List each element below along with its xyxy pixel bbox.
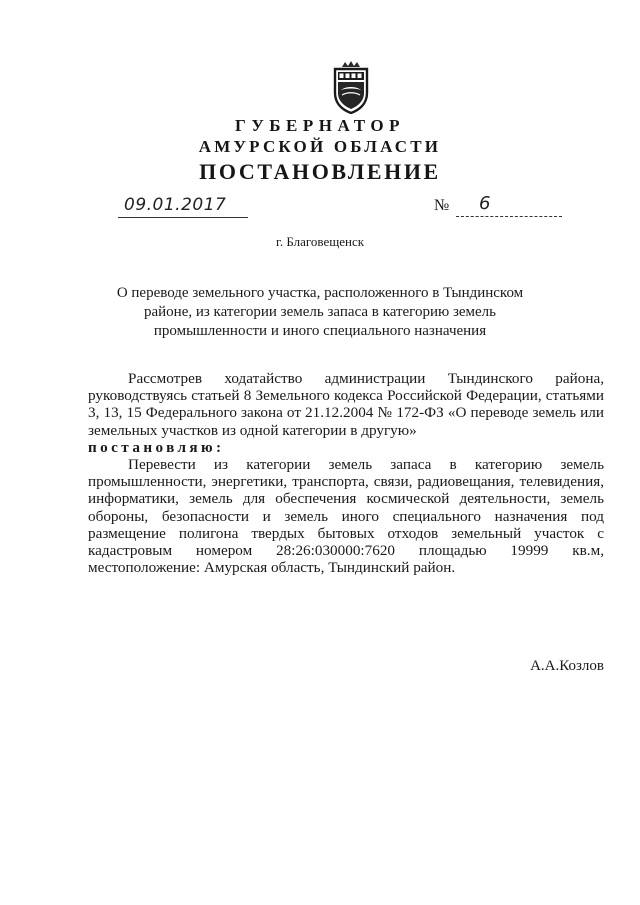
document-type-title: ПОСТАНОВЛЕНИЕ	[199, 159, 441, 184]
document-subject: О переводе земельного участка, расположенного в Тындинском районе, из категории земель запаса в категорию земель промышленности и иного специального назначения	[116, 285, 524, 339]
decree-word: постановляю:	[88, 438, 225, 456]
coat-of-arms-icon	[329, 60, 373, 114]
intro-paragraph: Рассмотрев ходатайство администрации Тындинского района, руководствуясь статьей 8 Земельного кодекса Российской Федерации, статьями 3, 13, 15 Федерального закона от 21.12.2004 № 172-ФЗ «О переводе земель или земельных участков из одной категории в другую»	[88, 370, 604, 439]
governor-title: ГУБЕРНАТОР	[235, 116, 405, 135]
number-underline	[456, 201, 562, 217]
document-date: 09.01.2017	[124, 195, 227, 215]
decision-paragraph: Перевести из категории земель запаса в категорию земель промышленности, энергетики, транспорта, связи, радиовещания, телевидения, информатики, земель для обеспечения космической деятельности, земель обороны, безопасности и земель иного специального назначения под размещение полигона твердых бытовых отходов земельный участок с кадастровым номером 28:26:030000:7620 площадью 19999 кв.м, местоположение: Амурская область, Тындинский район.	[88, 456, 604, 577]
document-number: 6	[479, 193, 491, 214]
document-body	[88, 370, 604, 576]
number-label: №	[434, 197, 450, 214]
region-title: АМУРСКОЙ ОБЛАСТИ	[198, 137, 442, 156]
city-name: г. Благовещенск	[275, 234, 365, 249]
signature-name: А.А.Козлов	[530, 658, 604, 674]
